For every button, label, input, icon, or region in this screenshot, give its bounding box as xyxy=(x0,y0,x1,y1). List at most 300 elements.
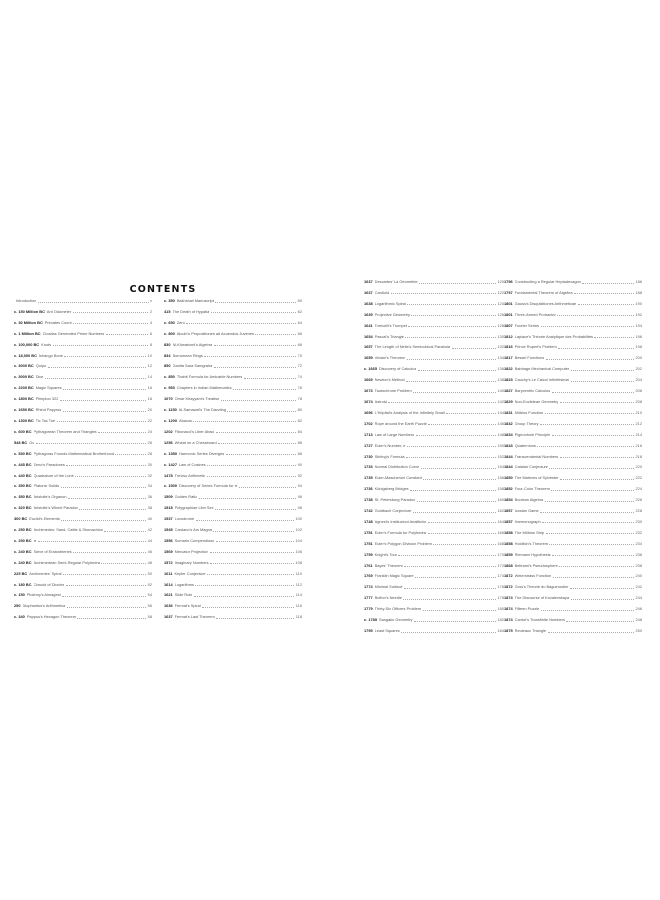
toc-entry-page-number: 18 xyxy=(147,397,152,402)
toc-entry xyxy=(364,291,504,295)
toc-entry-title: Catalan Conjecture xyxy=(514,465,548,470)
toc-entry-page-number: 84 xyxy=(297,429,302,434)
toc-entry-title: Aristotle's Organon xyxy=(33,495,67,500)
toc-entry-title: St. Petersburg Paradox xyxy=(374,498,416,503)
toc-entry-date: 1713 xyxy=(364,432,373,437)
toc-entry-page-number: 184 xyxy=(497,629,504,633)
dot-leader xyxy=(195,585,294,586)
toc-entry-title: Group Theory xyxy=(514,421,539,426)
dot-leader xyxy=(419,283,496,284)
toc-entry xyxy=(164,484,302,488)
toc-entry-title: Archimedes' Spiral xyxy=(29,571,62,576)
toc-entry-title: Sumario Compendioso xyxy=(174,538,215,543)
toc-entry-date: 1659 xyxy=(364,356,373,361)
dot-leader xyxy=(210,563,294,564)
dot-leader xyxy=(226,454,296,455)
toc-entry xyxy=(164,572,302,576)
toc-entry-title: Viviani's Theorem xyxy=(374,356,406,361)
toc-entry-page-number: 200 xyxy=(635,356,642,361)
toc-entry-page-number: 146 xyxy=(497,421,504,426)
toc-entry-date: 1868 xyxy=(504,563,513,568)
toc-entry-title: Babbage Mechanical Computer xyxy=(514,367,570,372)
toc-entry xyxy=(504,302,642,306)
toc-entry-page-number: 194 xyxy=(635,323,642,328)
toc-entry-page-number: 138 xyxy=(497,378,504,383)
dot-leader xyxy=(38,541,146,542)
toc-entry-date: 1872 xyxy=(504,574,513,579)
toc-entry-date: 1874 xyxy=(504,607,513,612)
toc-entry-title: Bakhshali Manuscript xyxy=(176,299,214,303)
toc-entry-title: Cicadas Generated Prime Numbers xyxy=(42,331,105,336)
toc-entry xyxy=(504,335,642,339)
toc-entry-page-number: 58 xyxy=(147,615,152,620)
toc-entry xyxy=(504,618,642,622)
toc-entry-page-number: 72 xyxy=(297,364,302,369)
toc-entry xyxy=(504,607,642,611)
toc-entry xyxy=(504,433,642,437)
toc-entry-title: Three-Armed Protractor xyxy=(514,312,556,317)
dot-leader xyxy=(417,501,496,502)
contents-column-3 xyxy=(364,280,504,640)
toc-entry xyxy=(504,356,642,360)
toc-entry-date: c. 1650 BC xyxy=(14,408,34,413)
toc-entry-date: 1636 xyxy=(164,604,173,609)
toc-entry-date: 1843 xyxy=(504,443,513,448)
dot-leader xyxy=(233,389,296,390)
dot-leader xyxy=(546,359,634,360)
dot-leader xyxy=(406,381,496,382)
dot-leader xyxy=(48,367,147,368)
dot-leader xyxy=(405,337,496,338)
toc-entry-page-number: 182 xyxy=(497,618,504,623)
dot-leader xyxy=(45,378,146,379)
toc-entry-page-number: 160 xyxy=(497,498,504,503)
toc-entry-date: 1832 xyxy=(504,421,513,426)
toc-entry xyxy=(14,561,152,565)
toc-entry-page-number: 166 xyxy=(497,530,504,535)
toc-entry-page-number: 230 xyxy=(635,519,642,524)
dot-leader xyxy=(63,574,146,575)
toc-entry-page-number: 248 xyxy=(635,618,642,623)
toc-entry-page-number: 6 xyxy=(149,331,152,336)
toc-entry-page-number: 170 xyxy=(497,552,504,557)
toc-entry-title: Boolean Algebra xyxy=(514,498,544,503)
toc-entry-date: 1518 xyxy=(164,506,173,511)
dot-leader xyxy=(216,618,294,619)
toc-entry-date: 850 xyxy=(164,364,171,369)
toc-entry-page-number: 74 xyxy=(297,375,302,380)
toc-entry-page-number: 134 xyxy=(497,356,504,361)
toc-entry xyxy=(14,343,152,347)
dot-leader xyxy=(216,432,296,433)
toc-entry-title: Logarithmic Spiral xyxy=(374,301,406,306)
dot-leader xyxy=(216,541,294,542)
toc-entry-title: Fundamental Theorem of Algebra xyxy=(514,290,573,295)
toc-entry-page-number: 148 xyxy=(497,432,504,437)
toc-entry-page-number: 122 xyxy=(497,290,504,295)
toc-entry-page-number: 104 xyxy=(295,538,302,543)
toc-entry-date: c. 850 xyxy=(164,375,175,380)
toc-entry-date: c. 650 xyxy=(164,320,175,325)
toc-entry-title: Projective Geometry xyxy=(374,312,410,317)
toc-entry xyxy=(504,280,642,284)
toc-entry xyxy=(164,408,302,412)
toc-entry-title: Imaginary Numbers xyxy=(174,560,209,565)
dot-leader xyxy=(239,487,296,488)
toc-entry-title: Torricelli's Trumpet xyxy=(374,323,407,328)
toc-entry-title: Rhind Papyrus xyxy=(35,408,62,413)
toc-entry xyxy=(164,550,302,554)
dot-leader xyxy=(560,402,634,403)
toc-entry-title: Euler's Formula for Polyhedra xyxy=(374,530,426,535)
toc-entry-title: Cardioid xyxy=(374,290,390,295)
toc-entry-title: Euclid's Elements xyxy=(29,517,60,522)
toc-entry xyxy=(14,517,152,521)
toc-entry xyxy=(164,430,302,434)
toc-entry-page-number: 124 xyxy=(497,301,504,306)
toc-entry-date: c. 1800 BC xyxy=(14,397,34,402)
toc-entry xyxy=(164,593,302,597)
toc-entry xyxy=(164,321,302,325)
toc-entry-page-number: 176 xyxy=(497,585,504,590)
toc-entry-page-number: 238 xyxy=(635,563,642,568)
dot-leader xyxy=(549,544,634,545)
toc-entry-page-number: 40 xyxy=(147,517,152,522)
dot-leader xyxy=(428,522,496,523)
toc-entry-title: Tautochrone Problem xyxy=(374,389,412,394)
toc-entry-title: Omar Khayyam's Treatise xyxy=(174,397,220,402)
toc-entry-date: 1730 xyxy=(364,454,373,459)
dot-leader xyxy=(75,476,146,477)
dot-leader xyxy=(73,552,146,553)
toc-entry-title: Zeno's Paradoxes xyxy=(33,462,65,467)
toc-entry-page-number: 44 xyxy=(147,538,152,543)
toc-entry-date: 1478 xyxy=(164,473,173,478)
toc-entry-title: Gauss's Disquisitiones Arithmeticae xyxy=(514,301,577,306)
dot-leader xyxy=(193,421,296,422)
toc-entry-page-number: 82 xyxy=(297,418,302,423)
toc-entry xyxy=(164,615,302,619)
toc-entry-title: Fifteen Puzzle xyxy=(514,607,540,612)
toc-entry-date: 1202 xyxy=(164,429,173,434)
toc-entry xyxy=(504,487,642,491)
dot-leader xyxy=(416,435,496,436)
toc-entry xyxy=(14,321,152,325)
toc-entry-page-number: 94 xyxy=(297,484,302,489)
toc-entry-title: Gros's Théorie du Baguenodier xyxy=(514,585,569,590)
toc-entry-title: Reuleaux Triangle xyxy=(514,629,547,633)
toc-entry-date: 1256 xyxy=(164,440,173,445)
toc-entry xyxy=(364,531,504,535)
toc-entry-date: 1509 xyxy=(164,495,173,500)
toc-entry-title: Aristotle's Wheel Paradox xyxy=(33,506,78,511)
toc-entry-title: Ptolemy's Almagest xyxy=(26,593,61,598)
toc-entry-title: Cardano's Ars Magna xyxy=(174,528,212,533)
toc-entry xyxy=(364,607,504,611)
dot-leader xyxy=(406,457,496,458)
dot-leader xyxy=(566,621,634,622)
toc-entry-title: Rope around the Earth Puzzle xyxy=(374,421,427,426)
toc-entry-date: c. 150 Million BC xyxy=(14,309,45,314)
toc-entry-title: Quadrature of the Lune xyxy=(33,473,74,478)
toc-entry-title: Euler's Number, e xyxy=(374,443,406,448)
toc-entry-page-number: 42 xyxy=(147,528,152,533)
toc-entry-page-number: 48 xyxy=(147,560,152,565)
toc-entry xyxy=(14,419,152,423)
toc-entry xyxy=(504,553,642,557)
toc-entry-date: 1852 xyxy=(504,487,513,492)
toc-entry-page-number: 144 xyxy=(497,410,504,415)
toc-entry-date: 1777 xyxy=(364,596,373,601)
toc-entry-date: 1639 xyxy=(364,312,373,317)
toc-entry-page-number: 22 xyxy=(147,418,152,423)
toc-entry-page-number: 196 xyxy=(635,334,642,339)
toc-entry-title: Al-Khwarizmi's Algebra xyxy=(172,342,213,347)
toc-entry xyxy=(14,452,152,456)
toc-entry-page-number: 164 xyxy=(497,519,504,524)
toc-entry-title: Introduction xyxy=(16,299,37,303)
toc-entry-page-number: 2 xyxy=(149,309,152,314)
toc-entry-title: Fourier Series xyxy=(514,323,540,328)
toc-entry xyxy=(504,585,642,589)
toc-entry-date: c. 240 BC xyxy=(14,560,32,565)
toc-entry-date: 1857 xyxy=(504,519,513,524)
toc-entry-title: Law of Cosines xyxy=(178,462,206,467)
toc-entry-title: Bessel Functions xyxy=(514,356,545,361)
toc-entry xyxy=(14,310,152,314)
toc-entry-date: 1733 xyxy=(364,465,373,470)
toc-entry-title: Bayes' Theorem xyxy=(374,563,403,568)
toc-entry-date: c. 1427 xyxy=(164,462,177,467)
toc-entry-title: Mercator Projection xyxy=(174,549,209,554)
toc-entry-title: Sangaku Geometry xyxy=(378,618,413,623)
toc-entry-date: c. 600 BC xyxy=(14,429,32,434)
toc-entry-date: c. 1 Million BC xyxy=(14,331,41,336)
toc-entry xyxy=(14,550,152,554)
toc-entry xyxy=(364,400,504,404)
dot-leader xyxy=(215,302,296,303)
toc-entry xyxy=(504,378,642,382)
toc-entry xyxy=(14,583,152,587)
toc-entry-title: Pythagoras Founds Mathematical Brotherhood xyxy=(33,451,114,456)
toc-entry xyxy=(364,465,504,469)
toc-entry-title: Ganita Sara Samgraha xyxy=(172,364,213,369)
dot-leader xyxy=(62,596,146,597)
toc-entry-page-number: 114 xyxy=(295,593,302,598)
toc-entry-page-number: 116 xyxy=(295,604,302,609)
toc-entry xyxy=(504,629,642,633)
toc-entry-date: 1858 xyxy=(504,530,513,535)
dot-leader xyxy=(452,348,496,349)
dot-leader xyxy=(413,512,496,513)
toc-entry xyxy=(504,498,642,502)
toc-entry xyxy=(14,506,152,510)
toc-entry-title: Treviso Arithmetic xyxy=(174,473,206,478)
toc-entry-title: Polygraphiae Libri Sex xyxy=(174,506,214,511)
toc-entry-title: Fibonacci's Liber Abaci xyxy=(174,429,215,434)
toc-entry-date: 1669 xyxy=(364,378,373,383)
toc-entry-date: c. 1665 xyxy=(364,367,377,372)
toc-entry-title: Golden Ratio xyxy=(174,495,198,500)
toc-entry-title: Knots xyxy=(41,342,52,347)
dot-leader xyxy=(104,531,146,532)
dot-leader xyxy=(227,411,296,412)
toc-entry xyxy=(364,345,504,349)
dot-leader xyxy=(570,588,634,589)
toc-entry xyxy=(14,463,152,467)
dot-leader xyxy=(210,552,294,553)
toc-entry-title: Pascal's Triangle xyxy=(374,334,404,339)
dot-leader xyxy=(404,566,496,567)
toc-entry-page-number: 70 xyxy=(297,353,302,358)
toc-entry-date: c. 440 BC xyxy=(14,473,32,478)
toc-entry xyxy=(364,618,504,622)
toc-entry-date: 1797 xyxy=(504,290,513,295)
toc-entry-date: 1654 xyxy=(364,334,373,339)
dot-leader xyxy=(391,293,496,294)
toc-entry xyxy=(164,343,302,347)
toc-entry-page-number: 168 xyxy=(497,541,504,546)
toc-entry-title: Icosian Game xyxy=(514,509,539,514)
toc-entry-page-number: 80 xyxy=(297,408,302,413)
toc-entry-page-number: 90 xyxy=(297,462,302,467)
toc-entry-page-number: 198 xyxy=(635,345,642,350)
toc-entry-title: Cauchy's Le Calcul Infinitésimal xyxy=(514,378,570,383)
dot-leader xyxy=(552,435,634,436)
toc-entry-date: 1537 xyxy=(164,517,173,522)
dot-leader xyxy=(53,345,149,346)
toc-entry xyxy=(164,354,302,358)
toc-entry-title: Borromean Rings xyxy=(172,353,203,358)
toc-entry-title: Quaternions xyxy=(514,443,536,448)
dot-leader xyxy=(446,413,496,414)
toc-entry xyxy=(504,389,642,393)
dot-leader xyxy=(542,522,634,523)
toc-entry-date: 1696 xyxy=(364,410,373,415)
dot-leader xyxy=(244,378,296,379)
toc-entry-title: Plimpton 322 xyxy=(35,397,59,402)
toc-entry-title: Transcendental Numbers xyxy=(514,454,559,459)
toc-entry xyxy=(164,452,302,456)
toc-entry-date: 1801 xyxy=(504,312,513,317)
toc-entry-page-number: 24 xyxy=(147,429,152,434)
toc-entry-page-number: 4 xyxy=(149,320,152,325)
dot-leader xyxy=(428,533,497,534)
dot-leader xyxy=(407,304,496,305)
toc-entry-date: 1779 xyxy=(364,607,373,612)
toc-entry xyxy=(14,528,152,532)
dot-leader xyxy=(545,413,634,414)
dot-leader xyxy=(548,632,634,633)
toc-entry-page-number: 212 xyxy=(635,421,642,426)
toc-entry xyxy=(504,324,642,328)
toc-entry-date: c. 180 BC xyxy=(14,582,32,587)
dot-leader xyxy=(558,348,634,349)
dot-leader xyxy=(106,334,149,335)
toc-entry-page-number: 38 xyxy=(147,506,152,511)
toc-entry-page-number: 130 xyxy=(497,334,504,339)
toc-entry-title: Minimal Surface xyxy=(374,585,403,590)
toc-entry-page-number: 112 xyxy=(295,582,302,587)
toc-entry-page-number: 128 xyxy=(497,323,504,328)
toc-entry-date: c. 800 xyxy=(164,331,175,336)
toc-entry xyxy=(14,375,152,379)
toc-entry-page-number: 232 xyxy=(635,530,642,535)
toc-entry-date: c. 1500 xyxy=(164,484,177,489)
toc-entry-title: Abacus xyxy=(178,418,192,423)
toc-entry-page-number: 12 xyxy=(147,364,152,369)
toc-entry-date: 1637 xyxy=(164,615,173,620)
toc-entry xyxy=(364,356,504,360)
toc-entry-date: 834 xyxy=(164,353,171,358)
toc-entry-title: Prince Rupert's Problem xyxy=(514,345,557,350)
toc-entry-date: 1742 xyxy=(364,509,373,514)
toc-entry-date: c. 150 xyxy=(14,593,25,598)
toc-entry xyxy=(504,313,642,317)
toc-entry xyxy=(164,397,302,401)
toc-entry-date: c. 3000 BC xyxy=(14,364,34,369)
toc-entry-date: 1872 xyxy=(504,585,513,590)
toc-entry-date: 548 BC xyxy=(14,440,28,445)
dot-leader xyxy=(571,381,634,382)
dot-leader xyxy=(38,302,149,303)
dot-leader xyxy=(571,370,634,371)
toc-entry-date: 1816 xyxy=(504,345,513,350)
toc-entry xyxy=(14,354,152,358)
toc-entry-title: Loxodrome xyxy=(174,517,195,522)
toc-entry-title: Barycentric Calculus xyxy=(514,389,551,394)
toc-entry xyxy=(164,539,302,543)
dot-leader xyxy=(204,356,296,357)
toc-entry-title: Discovery of Calculus xyxy=(378,367,417,372)
toc-entry-page-number: 62 xyxy=(297,309,302,314)
toc-entry-date: 1827 xyxy=(504,389,513,394)
dot-leader xyxy=(582,283,634,284)
toc-entry xyxy=(164,364,302,368)
toc-entry xyxy=(164,583,302,587)
toc-entry-title: Least Squares xyxy=(374,629,400,633)
toc-entry xyxy=(504,444,642,448)
contents-column-4 xyxy=(504,280,642,640)
toc-entry xyxy=(14,430,152,434)
toc-entry-date: 1759 xyxy=(364,552,373,557)
toc-entry-page-number: 246 xyxy=(635,607,642,612)
toc-entry-date: 1751 xyxy=(364,541,373,546)
toc-entry-date: c. 320 BC xyxy=(14,506,32,511)
toc-entry-title: Al-Samawal's The Dazzling xyxy=(178,408,226,413)
toc-entry-title: Laplace's Théorie Analytique des Probabilités xyxy=(514,334,593,339)
toc-entry-title: Constructing a Regular Heptadecagon xyxy=(514,280,581,284)
dot-leader xyxy=(541,326,634,327)
toc-entry xyxy=(14,332,152,336)
toc-entry xyxy=(364,596,504,600)
toc-entry-title: Ant Odometer xyxy=(46,309,72,314)
toc-entry-page-number: x xyxy=(150,299,152,303)
dot-leader xyxy=(537,446,634,447)
toc-entry-page-number: 60 xyxy=(297,299,302,303)
toc-entry xyxy=(364,487,504,491)
toc-entry-page-number: 132 xyxy=(497,345,504,350)
toc-entry-page-number: 222 xyxy=(635,476,642,481)
toc-entry-date: 1611 xyxy=(164,571,173,576)
toc-entry-title: L'Hôpital's Analysis of the Infinitely Small xyxy=(374,410,445,415)
toc-entry-title: Zero xyxy=(176,320,185,325)
toc-entry-title: Harmonic Series Diverges xyxy=(178,451,225,456)
toc-entry-page-number: 10 xyxy=(147,353,152,358)
dot-leader xyxy=(415,577,496,578)
toc-entry-title: Slide Rule xyxy=(174,593,193,598)
toc-entry-title: Pigeonhole Principle xyxy=(514,432,551,437)
